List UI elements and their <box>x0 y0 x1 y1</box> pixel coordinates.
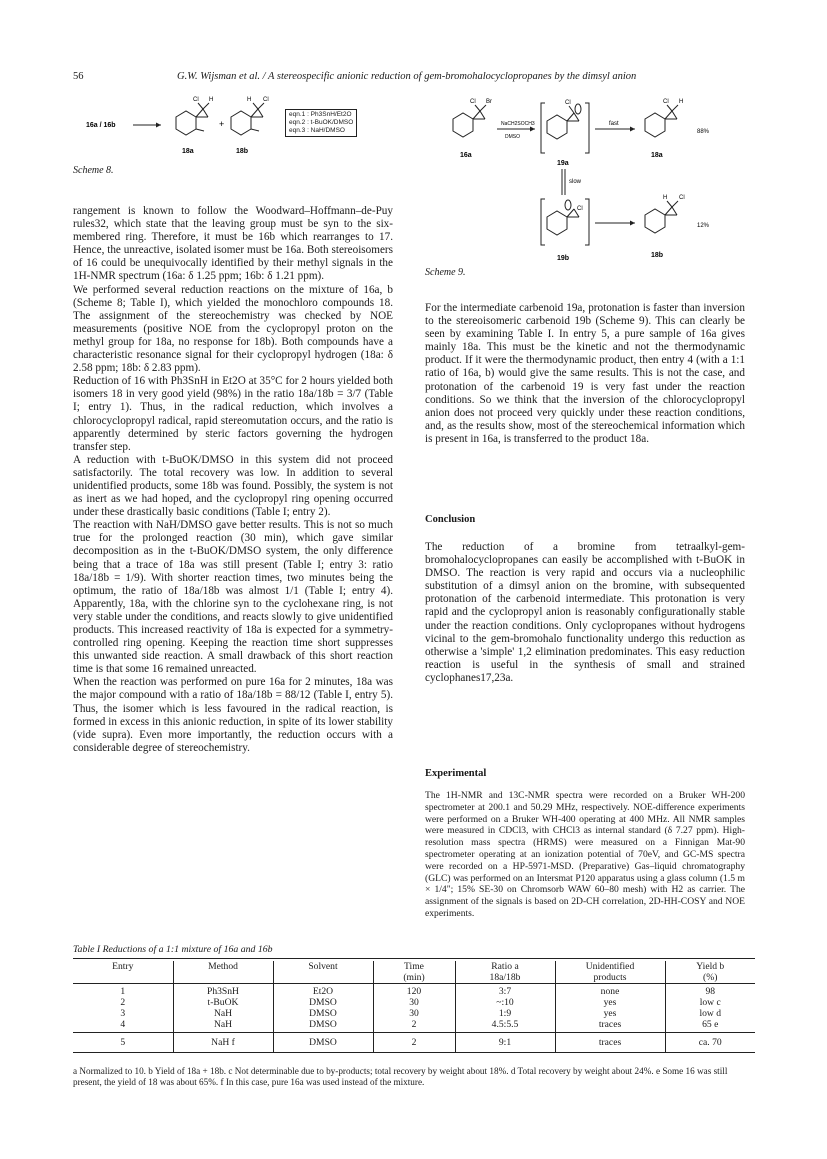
molecule-19a <box>541 103 589 153</box>
left-column <box>73 205 393 755</box>
column-header: Ratio a 18a/18b <box>455 961 555 984</box>
cell: 5 <box>73 1033 173 1053</box>
molecule-18a <box>176 103 209 135</box>
cell: Ph3SnH <box>173 984 273 998</box>
conditions-box <box>285 109 357 137</box>
cell: 65 e <box>702 1019 719 1030</box>
scheme-9-label: Scheme 9. <box>425 267 466 278</box>
atom-cl: Cl <box>470 99 476 105</box>
table-row <box>73 984 755 998</box>
reagent-bottom: DMSO <box>505 134 520 140</box>
atom-h: H <box>247 97 252 103</box>
cell: ca. 70 <box>698 1037 722 1048</box>
cell: DMSO <box>273 1008 373 1019</box>
condition-eqn2: eqn.2 : t-BuOK/DMSO <box>289 119 354 126</box>
cell: yes <box>555 997 665 1008</box>
yield-18a: 88% <box>697 129 710 135</box>
cell: traces <box>555 1019 665 1033</box>
cell: 1:9 <box>455 1008 555 1019</box>
slow-label: slow <box>569 179 582 185</box>
cell: 1 <box>73 984 173 998</box>
atom-cl: Cl <box>663 99 669 105</box>
cell: 9:1 <box>455 1033 555 1053</box>
cell: 98 <box>705 986 716 997</box>
page-number: 56 <box>73 71 84 82</box>
atom-cl: Cl <box>193 97 199 103</box>
label-18b: 18b <box>236 148 249 155</box>
scheme-8-start-label: 16a / 16b <box>86 122 116 129</box>
cell: ~:10 <box>455 997 555 1008</box>
paragraph: The reaction with NaH/DMSO gave better results. This is not so much true for the prolonged reaction (30 min), which gave similar decomposition as in the t-BuOK/DMSO system, the only difference being that a trace of 18a was still present (Table I; entry 3: ratio 18a/18b = 1/9). With shorter reaction times, two minutes being the optimum, the ratio of 18a/18b was almost 1/1 (Table I; entry 4). Apparently, 18a, with the chlorine syn to the cyclohexane ring, is not very stable under the conditions, and reacts slowly to give unidentified products. This increased reactivity of 18a is expected for a symmetry-controlled ring opening. Keeping the reaction time short suppresses this unwanted side reaction. A small drawback of this short reaction time is that some 16 remained unreacted. <box>73 519 393 676</box>
cell: 3:7 <box>455 984 555 998</box>
label-18b: 18b <box>651 252 664 259</box>
table-1 <box>73 961 755 1053</box>
cell: DMSO <box>273 1033 373 1053</box>
label-19a: 19a <box>557 160 569 167</box>
cell: 4.5:5.5 <box>455 1019 555 1033</box>
atom-cl: Cl <box>679 195 685 201</box>
condition-eqn1: eqn.1 : Ph3SnH/Et2O <box>289 111 352 118</box>
column-header: Yield b (%) <box>696 961 725 983</box>
conclusion-text <box>425 541 745 685</box>
running-title: G.W. Wijsman et al. / A stereospecific anionic reduction of gem-bromohalocyclopropanes by the dimsyl anion <box>177 71 637 82</box>
cell: 3 <box>73 1008 173 1019</box>
fast-label: fast <box>609 121 619 127</box>
atom-h: H <box>209 97 214 103</box>
paragraph: The 1H-NMR and 13C-NMR spectra were recorded on a Bruker WH-200 spectrometer at 200.1 and 50.29 MHz, respectively. NOE-difference experiments were performed on a Bruker WH-400 operating at 400 MHz. All NMR samples were measured in CDCl3, with CHCl3 as internal standard (δ 7.27 ppm). High-resolution mass spectra (HRMS) were measured on a Finnigan Mat-90 spectrometer operating at an ionization potential of 70eV, and GC-MS spectra were recorded on a HP-5971-MSD. (Preparative) Gas–liquid chromatography (GLC) was performed on an Intersmat P120 apparatus using a glass column (1.5 m × 1/4"; 15% SE-30 on Chromsorb WAW 60–80 mesh) with H2 as carrier. The assignment of the signals is based on 2D-CH correlation, 2D-HH-COSY and NOE experiments. <box>425 790 745 919</box>
table-row <box>73 997 755 1008</box>
cell: yes <box>555 1008 665 1019</box>
label-19b: 19b <box>557 255 570 262</box>
cell: 120 <box>373 984 455 998</box>
yield-18b: 12% <box>697 223 710 229</box>
conclusion-heading: Conclusion <box>425 514 476 525</box>
cell: DMSO <box>273 1019 373 1033</box>
paragraph: Reduction of 16 with Ph3SnH in Et2O at 35°C for 2 hours yielded both isomers 18 in very good yield (98%) in the ratio 18a/18b = 3/7 (Table I; entry 1). Thus, in the radical reduction, which involves a chlorocyclopropyl radical, rapid stereomutation occurs, and the ratio is apparently determined by steric factors governing the hydrogen transfer step. <box>73 375 393 453</box>
molecule-18b <box>645 201 678 233</box>
experimental-heading: Experimental <box>425 768 487 779</box>
cell: NaH <box>173 1008 273 1019</box>
table-row <box>73 1019 755 1033</box>
atom-cl: Cl <box>263 97 269 103</box>
column-header: Entry <box>73 961 173 984</box>
cell: NaH f <box>173 1033 273 1053</box>
plus-sign: + <box>219 119 225 129</box>
paragraph: We performed several reduction reactions on the mixture of 16a, b (Scheme 8; Table I), which yielded the monochloro compounds 18. The assignment of the stereochemistry was checked by NOE measurements (positive NOE from the cyclopropyl proton on the methyl group for 18a, no response for 18b). Both compounds have a characteristic resonance signal for their cyclopropyl hydrogen (18a: δ 2.58 ppm; 18b: δ 2.83 ppm). <box>73 283 393 375</box>
molecule-18b <box>231 103 264 135</box>
cell: 2 <box>373 1033 455 1053</box>
cell: traces <box>555 1033 665 1053</box>
table-row <box>73 1008 755 1019</box>
atom-cl: Cl <box>565 100 571 106</box>
cell: none <box>555 984 665 998</box>
atom-br: Br <box>486 99 492 105</box>
cell: low c <box>699 997 721 1008</box>
scheme-9 <box>425 95 755 285</box>
paragraph: For the intermediate carbenoid 19a, protonation is faster than inversion to the stereoisomeric carbenoid 19b (Scheme 9). This can clearly be seen by examining Table I. In entry 5, a pure sample of 16a gives mainly 18a. This must be the kinetic and not the thermodynamic product. If it were the thermodynamic product, then entry 4 (with a 1:1 ratio of 16a, b) would give the same results. This is not the case, and protonation of the carbenoid 19 is very fast under the reaction conditions. So we think that the inversion of the chlorocyclopropyl anion does not proceed very quickly under these reaction conditions, and, as the results show, most of the stereochemical information which is present in 16a, is transferred to the product 18a. <box>425 302 745 445</box>
right-column-intro <box>425 302 745 446</box>
table-caption: Table I Reductions of a 1:1 mixture of 16a and 16b <box>73 944 273 955</box>
table-header-row <box>73 961 755 984</box>
paragraph: A reduction with t-BuOK/DMSO in this system did not proceed satisfactorily. The total recovery was low. In addition to several unidentified products, some 18b was found. Possibly, the system is not as inert as we had hoped, and the cyclopropyl ring opening occurred under these drastically basic conditions (Table I; entry 2). <box>73 453 393 519</box>
molecule-16a <box>453 105 486 137</box>
scheme-8 <box>73 95 403 185</box>
paragraph: rangement is known to follow the Woodward–Hoffmann–de-Puy rules32, which state that the leaving group must be syn to the six-membered ring. Therefore, it must be 16b which rearranges to 17. Hence, the unreactive, isolated isomer must be 16a. Both stereoisomers of 16 could be unequivocally identified by their methyl signals in the 1H-NMR spectrum (16a: δ 1.25 ppm; 16b: δ 1.21 ppm). <box>73 205 393 283</box>
column-header: Unidentified products <box>555 961 665 984</box>
paragraph: The reduction of a bromine from tetraalkyl-gem-bromohalocyclopropanes can easily be accomplished with t-BuOK in DMSO. The reaction is very rapid and occurs via a nucleophilic substitution of a dimsyl anion on the bromine, with subsequented protonation of the carbenoid intermediate. This protonation is very rapid and the cyclopropyl anion is reasonably configurationally stable under the reaction conditions. Only cyclopropanes without hydrogens vicinal to the gem-bromohalo functionality undergo this reduction as otherwise a 'simple' 1,2 elimination predominates. This easy reduction reaction is useful in the synthesis of small and strained cyclophanes17,23a. <box>425 541 745 684</box>
label-18a: 18a <box>182 148 194 155</box>
molecule-18a <box>645 105 678 137</box>
column-header: Method <box>173 961 273 984</box>
cell: DMSO <box>273 997 373 1008</box>
table-footnotes: a Normalized to 10. b Yield of 18a + 18b. c Not determinable due to by-products; total recovery by weight about 18%. d Total recovery by weight about 24%. e Some 16 was still present, the yield of 18 was about 65%. f In this case, pure 16a was used instead of the mixture. <box>73 1066 728 1087</box>
table-top-rule <box>73 958 755 959</box>
atom-h: H <box>679 99 684 105</box>
cell: NaH <box>173 1019 273 1033</box>
atom-cl: Cl <box>577 206 583 212</box>
scheme-9-drawing <box>425 95 755 270</box>
scheme-8-label: Scheme 8. <box>73 165 114 176</box>
atom-h: H <box>663 195 668 201</box>
table-row <box>73 1033 755 1053</box>
cell: 30 <box>373 997 455 1008</box>
cell: 2 <box>373 1019 455 1033</box>
column-header: Solvent <box>273 961 373 984</box>
column-header: Time (min) <box>373 961 455 984</box>
cell: 2 <box>73 997 173 1008</box>
cell: Et2O <box>273 984 373 998</box>
label-16a: 16a <box>460 152 472 159</box>
cell: low d <box>699 1008 722 1019</box>
cell: 30 <box>373 1008 455 1019</box>
condition-eqn3: eqn.3 : NaH/DMSO <box>289 127 345 134</box>
cell: t-BuOK <box>173 997 273 1008</box>
reagent-top: NaCH2SOCH3 <box>501 121 535 127</box>
paragraph: When the reaction was performed on pure 16a for 2 minutes, 18a was the major compound with a ratio of 18a/18b = 88/12 (Table I, entry 5). Thus, the isomer which is less favoured in the radical reaction, is formed in excess in this anionic reduction, in spite of its lower stability (vide supra). Even more importantly, the reduction occurs with a considerable degree of stereochemistry. <box>73 676 393 754</box>
cell: 4 <box>73 1019 173 1033</box>
label-18a: 18a <box>651 152 663 159</box>
experimental-text <box>425 790 745 920</box>
